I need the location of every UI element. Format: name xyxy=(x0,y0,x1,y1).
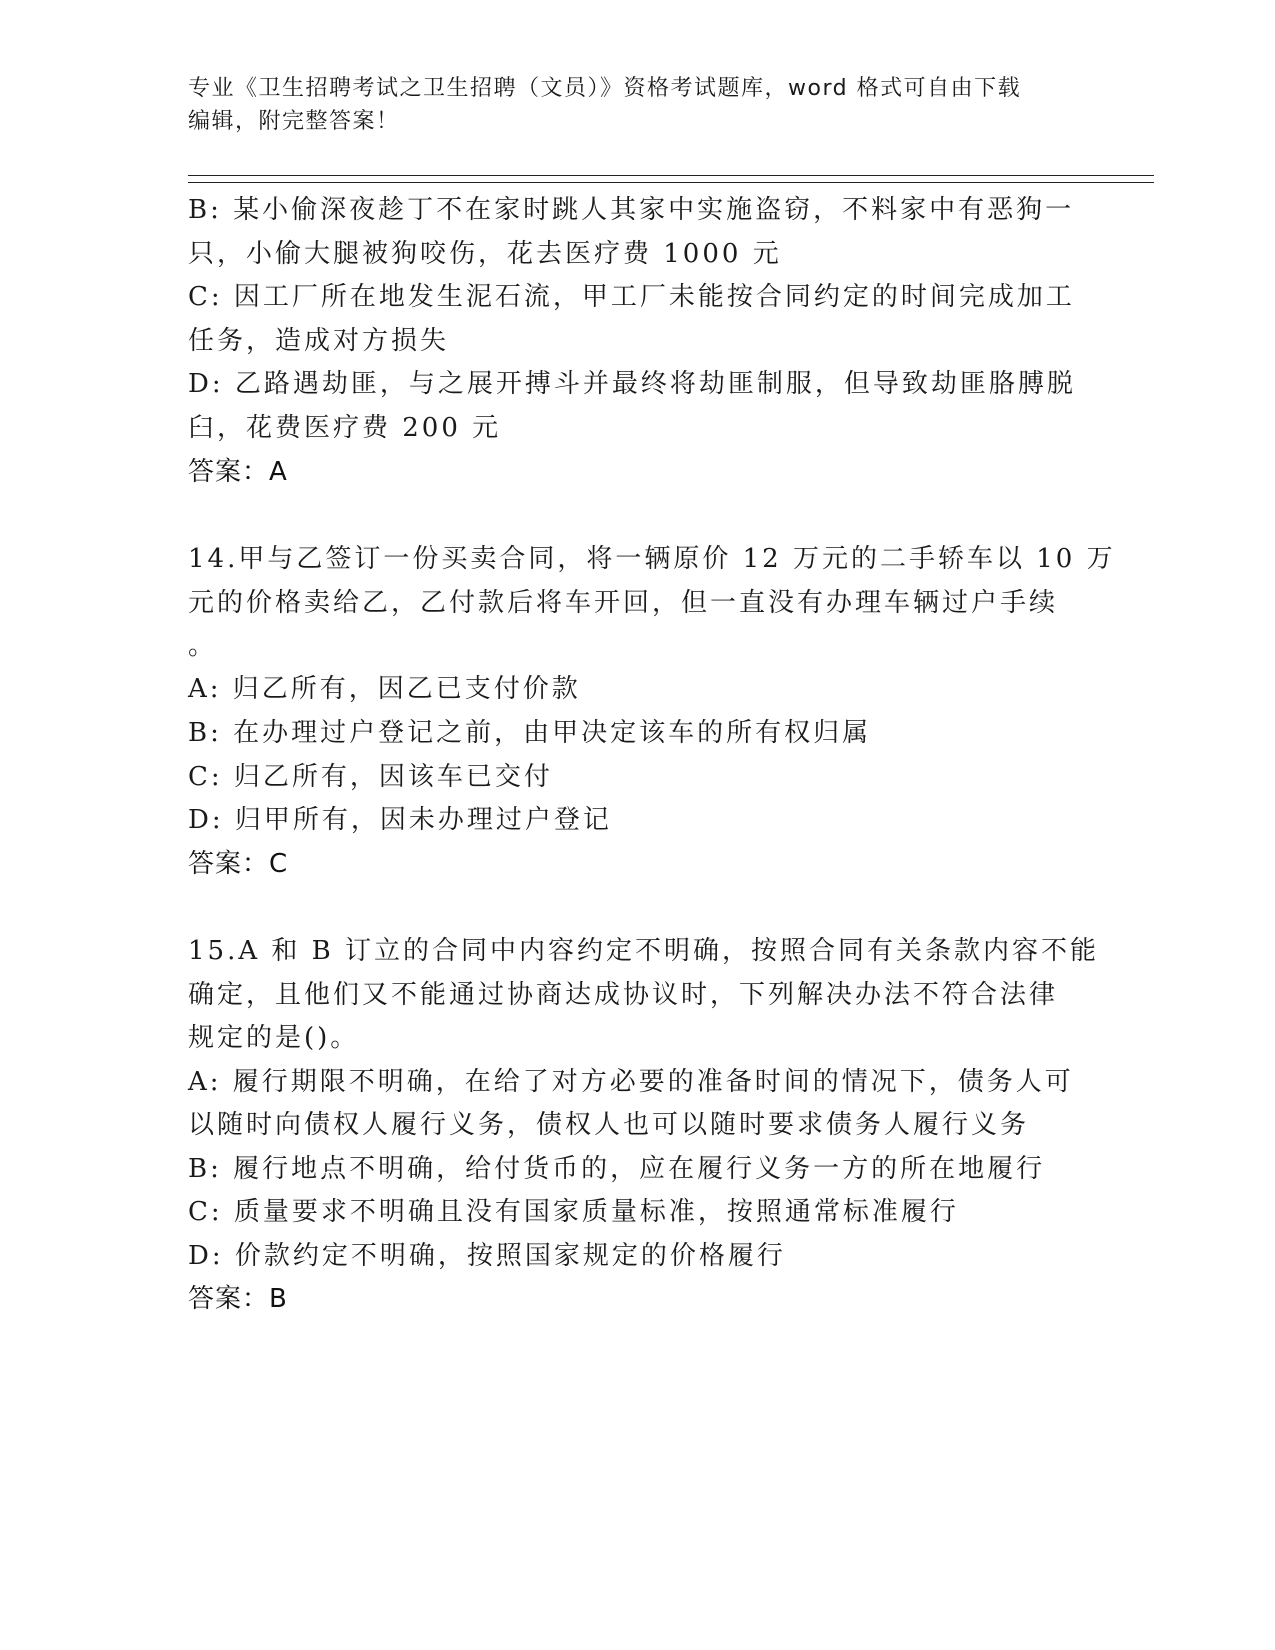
q13-option-b-line-2: 只，小偷大腿被狗咬伤，花去医疗费 1000 元 xyxy=(188,239,782,269)
header-divider-bottom xyxy=(188,182,1154,183)
q15-stem-line-1: 15.A 和 B 订立的合同中内容约定不明确，按照合同有关条款内容不能 xyxy=(188,936,1100,966)
q14-option-c: C: 归乙所有，因该车已交付 xyxy=(188,762,553,792)
header-divider-top xyxy=(188,175,1154,176)
q13-option-c-line-1: C: 因工厂所在地发生泥石流，甲工厂未能按合同约定的时间完成加工 xyxy=(188,282,1075,312)
q15-option-b: B: 履行地点不明确，给付货币的，应在履行义务一方的所在地履行 xyxy=(188,1154,1046,1184)
q14-stem-line-2: 元的价格卖给乙，乙付款后将车开回，但一直没有办理车辆过户手续 xyxy=(188,588,1059,618)
q14-stem-line-1: 14.甲与乙签订一份买卖合同，将一辆原价 12 万元的二手轿车以 10 万 xyxy=(188,544,1116,574)
q14-option-a: A: 归乙所有，因乙已支付价款 xyxy=(188,674,581,704)
q15-option-a-line-1: A: 履行期限不明确，在给了对方必要的准备时间的情况下，债务人可 xyxy=(188,1067,1074,1097)
q13-answer: 答案：A xyxy=(188,457,288,487)
q13-option-c-line-2: 任务，造成对方损失 xyxy=(188,326,450,356)
q15-option-c: C: 质量要求不明确且没有国家质量标准，按照通常标准履行 xyxy=(188,1197,959,1227)
q13-option-d-line-1: D: 乙路遇劫匪，与之展开搏斗并最终将劫匪制服，但导致劫匪胳膊脱 xyxy=(188,369,1076,399)
q14-answer: 答案：C xyxy=(188,849,289,879)
header-line-2: 编辑，附完整答案！ xyxy=(188,109,400,134)
q15-option-d: D: 价款约定不明确，按照国家规定的价格履行 xyxy=(188,1241,786,1271)
header-line-1: 专业《卫生招聘考试之卫生招聘（文员）》资格考试题库，word 格式可自由下载 xyxy=(188,76,1022,101)
q13-option-d-line-2: 臼，花费医疗费 200 元 xyxy=(188,413,502,443)
q15-answer: 答案：B xyxy=(188,1284,288,1314)
q14-stem-line-3: 。 xyxy=(188,631,218,661)
q15-stem-line-3: 规定的是()。 xyxy=(188,1023,360,1053)
q13-option-b-line-1: B: 某小偷深夜趁丁不在家时跳人其家中实施盗窃，不料家中有恶狗一 xyxy=(188,195,1075,225)
q15-option-a-line-2: 以随时向债权人履行义务，债权人也可以随时要求债务人履行义务 xyxy=(188,1110,1030,1140)
q15-stem-line-2: 确定，且他们又不能通过协商达成协议时，下列解决办法不符合法律 xyxy=(188,980,1059,1010)
q14-option-d: D: 归甲所有，因未办理过户登记 xyxy=(188,805,612,835)
q14-option-b: B: 在办理过户登记之前，由甲决定该车的所有权归属 xyxy=(188,718,872,748)
page-header xyxy=(188,72,1068,138)
